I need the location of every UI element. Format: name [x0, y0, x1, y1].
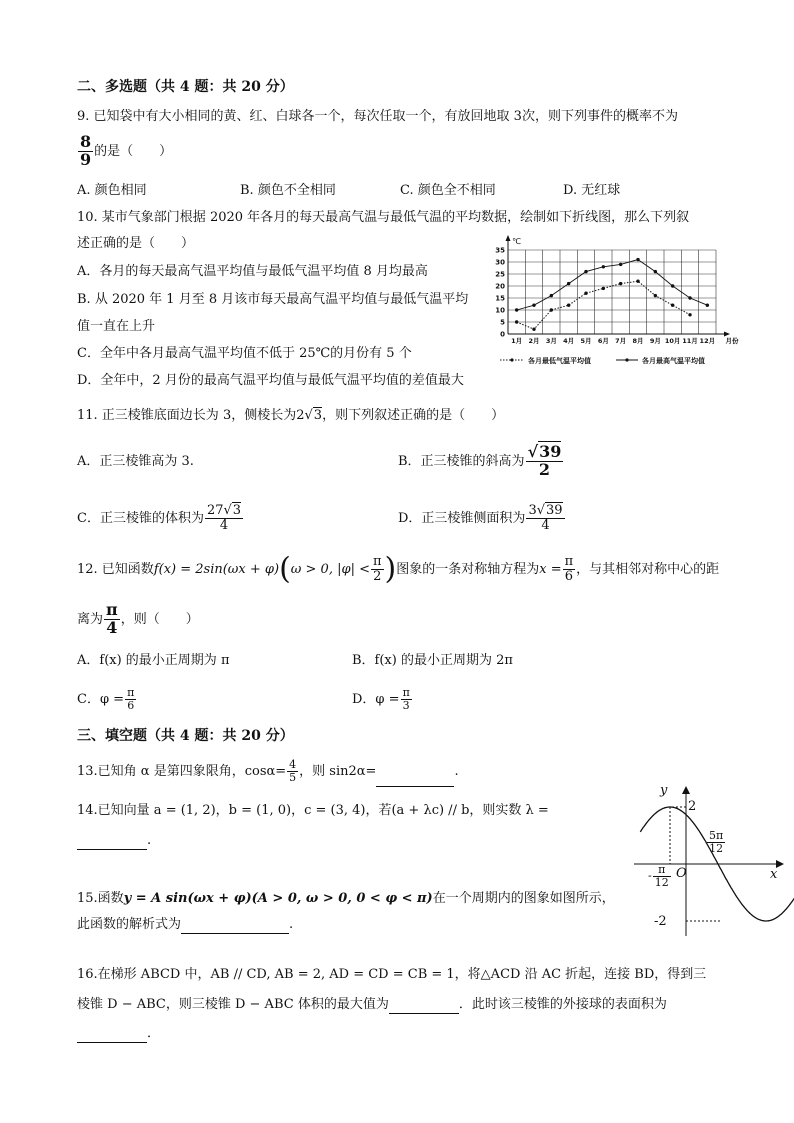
- q9-stem-tail: $\frac{8}{9}$ 的是（ ）: [80, 132, 173, 169]
- x-axis-arrow: [724, 332, 730, 337]
- q9-option-d: D. 无红球: [563, 183, 621, 198]
- q12-option-b: B．f(x) 的最小正周期为 2π: [352, 653, 513, 668]
- q9-option-a: A. 颜色相同: [77, 183, 147, 198]
- sine-graph: [608, 778, 794, 948]
- data-point: [550, 308, 553, 311]
- y-max-label: 2: [688, 799, 697, 814]
- data-point: [532, 328, 535, 331]
- origin-label: O: [676, 866, 687, 881]
- y-min-label: -2: [654, 914, 667, 929]
- legend-label-high: 各月最高气温平均值: [642, 357, 705, 365]
- q11-option-a: A．正三棱锥高为 3.: [77, 454, 194, 469]
- y-tick-label: 0: [500, 330, 505, 339]
- data-point: [515, 320, 518, 323]
- data-point: [688, 313, 691, 316]
- y-tick-label: 35: [495, 246, 505, 255]
- data-point: [636, 258, 639, 261]
- x-tick-label: 11月: [682, 337, 698, 345]
- data-point: [654, 294, 657, 297]
- y-tick-label: 10: [495, 306, 505, 315]
- y-tick-label: 20: [495, 282, 505, 291]
- y-tick-label: 25: [495, 270, 505, 279]
- data-point: [550, 294, 553, 297]
- q16-answer-blank: ．: [77, 1025, 160, 1043]
- q11-option-b: B．正三棱锥的斜高为 $\frac{√39}{2}$: [398, 442, 562, 479]
- x-tick-label: 12月: [699, 337, 716, 345]
- x-tick-label: 10月: [664, 337, 681, 345]
- x-neg-label: - $\frac{\pi}{12}$: [648, 863, 669, 889]
- x-pos-label: $\frac{5\pi}{12}$: [709, 829, 724, 855]
- q10-option-b-cont: 值一直在上升: [77, 319, 156, 334]
- x-axis-label: x: [770, 867, 778, 882]
- legend-marker-low: [510, 358, 513, 361]
- y-axis-unit: ℃: [512, 237, 521, 246]
- q10-option-b: B. 从 2020 年 1 月至 8 月该市每天最高气温平均值与最低气温平均: [77, 292, 469, 307]
- legend-marker-high: [625, 358, 628, 361]
- q16-stem-line2: 棱锥 D − ABC，则三棱锥 D − ABC 体积的最大值为 ．此时该三棱锥的外接球的表面积为: [77, 997, 667, 1012]
- q10-stem: 10. 某市气象部门根据 2020 年各月的每天最高气温与最低气温的平均数据，绘制如下折线图，那么下列叙: [77, 210, 690, 225]
- legend-label-low: 各月最低气温平均值: [528, 357, 591, 365]
- q11-option-d: D．正三棱锥侧面积为 $\frac{3√39}{4}$: [398, 503, 563, 533]
- sine-graph-svg: [608, 778, 794, 948]
- data-point: [619, 263, 622, 266]
- y-axis-label: y: [660, 783, 668, 798]
- data-point: [619, 282, 622, 285]
- q14: 14.已知向量 a = (1, 2)，b = (1, 0)，c = (3, 4)，若(a + λc) // b，则实数 λ =: [77, 803, 549, 818]
- q15-stem: 15.函数y = A sin(ωx + φ)(A > 0, ω > 0, 0 < φ < π)在一个周期内的图象如图所示，: [77, 891, 615, 906]
- data-point: [567, 304, 570, 307]
- x-tick-label: 2月: [528, 337, 540, 345]
- q12-stem-line2: 离为 $\frac{\pi}{4}$ ，则（ ）: [77, 600, 199, 637]
- q12-option-d: D．φ = $\frac{\pi}{3}$: [352, 686, 410, 712]
- data-point: [671, 284, 674, 287]
- y-axis-arrow: [506, 235, 511, 241]
- data-point: [532, 304, 535, 307]
- x-axis-title: 月份: [725, 337, 739, 345]
- q10-option-c: C．全年中各月最高气温平均值不低于 25℃的月份有 5 个: [77, 346, 412, 361]
- y-tick-label: 30: [495, 258, 505, 267]
- q11-stem: 11. 正三棱锥底面边长为 3，侧棱长为2√3，则下列叙述正确的是（ ）: [77, 408, 505, 423]
- y-tick-label: 15: [495, 294, 505, 303]
- q9-fraction: $\frac{8}{9}$: [80, 132, 92, 169]
- x-tick-label: 8月: [632, 337, 644, 345]
- data-point: [602, 265, 605, 268]
- q11-option-c: C．正三棱锥的体积为 $\frac{27√3}{4}$: [77, 503, 242, 533]
- temperature-line-chart: [488, 234, 748, 370]
- section-title-fill-in: 三、填空题（共 4 题：共 20 分）: [77, 728, 294, 744]
- q14-answer-blank: .: [77, 832, 151, 850]
- x-tick-label: 4月: [563, 337, 575, 345]
- q9-option-b: B. 颜色不全相同: [240, 183, 336, 198]
- data-point: [654, 270, 657, 273]
- q10-option-a: A．各月的每天最高气温平均值与最低气温平均值 8 月均最高: [77, 264, 428, 279]
- q12-stem: 12. 已知函数f(x) = 2sin(ωx + φ)(ω > 0, |φ| < $\frac{\pi}{2}$ )图象的一条对称轴方程为x = $\frac{\pi}{6}$ ，与其相邻对称中心的距: [77, 551, 720, 587]
- data-point: [636, 280, 639, 283]
- chart-legend: [500, 356, 705, 365]
- data-point: [671, 304, 674, 307]
- data-point: [584, 292, 587, 295]
- q9-option-c: C. 颜色全不相同: [400, 183, 496, 198]
- x-tick-label: 1月: [511, 337, 523, 345]
- data-point: [688, 296, 691, 299]
- q15-stem-line2: 此函数的解析式为 .: [77, 917, 294, 932]
- data-point: [515, 308, 518, 311]
- q9-stem: 9. 已知袋中有大小相同的黄、红、白球各一个，每次任取一个，有放回地取 3次，则下列事件的概率不为: [77, 109, 678, 124]
- data-point: [706, 304, 709, 307]
- q12-option-a: A．f(x) 的最小正周期为 π: [77, 653, 230, 668]
- x-tick-label: 6月: [597, 337, 609, 345]
- x-tick-label: 7月: [615, 337, 627, 345]
- data-point: [567, 282, 570, 285]
- x-tick-label: 9月: [649, 337, 661, 345]
- y-tick-label: 5: [500, 318, 505, 327]
- q12-option-c: C．φ = $\frac{\pi}{6}$: [77, 686, 135, 712]
- chart-grid: [508, 250, 716, 334]
- x-tick-label: 5月: [580, 337, 592, 345]
- section-title-multiple-choice: 二、多选题（共 4 题：共 20 分）: [77, 79, 294, 95]
- y-axis-arrow: [682, 786, 690, 794]
- q10-stem-line2: 述正确的是（ ）: [77, 236, 195, 251]
- q10-option-d: D．全年中，2 月份的最高气温平均值与最低气温平均值的差值最大: [77, 373, 464, 388]
- data-point: [584, 270, 587, 273]
- q16-stem: 16.在梯形 ABCD 中，AB // CD, AB = 2, AD = CD = CB = 1，将△ACD 沿 AC 折起，连接 BD，得到三: [77, 967, 707, 982]
- x-tick-label: 3月: [545, 337, 557, 345]
- data-point: [602, 287, 605, 290]
- q13: 13.已知角 α 是第四象限角，cosα= $\frac{4}{5}$ ，则 sin2α= .: [77, 757, 459, 787]
